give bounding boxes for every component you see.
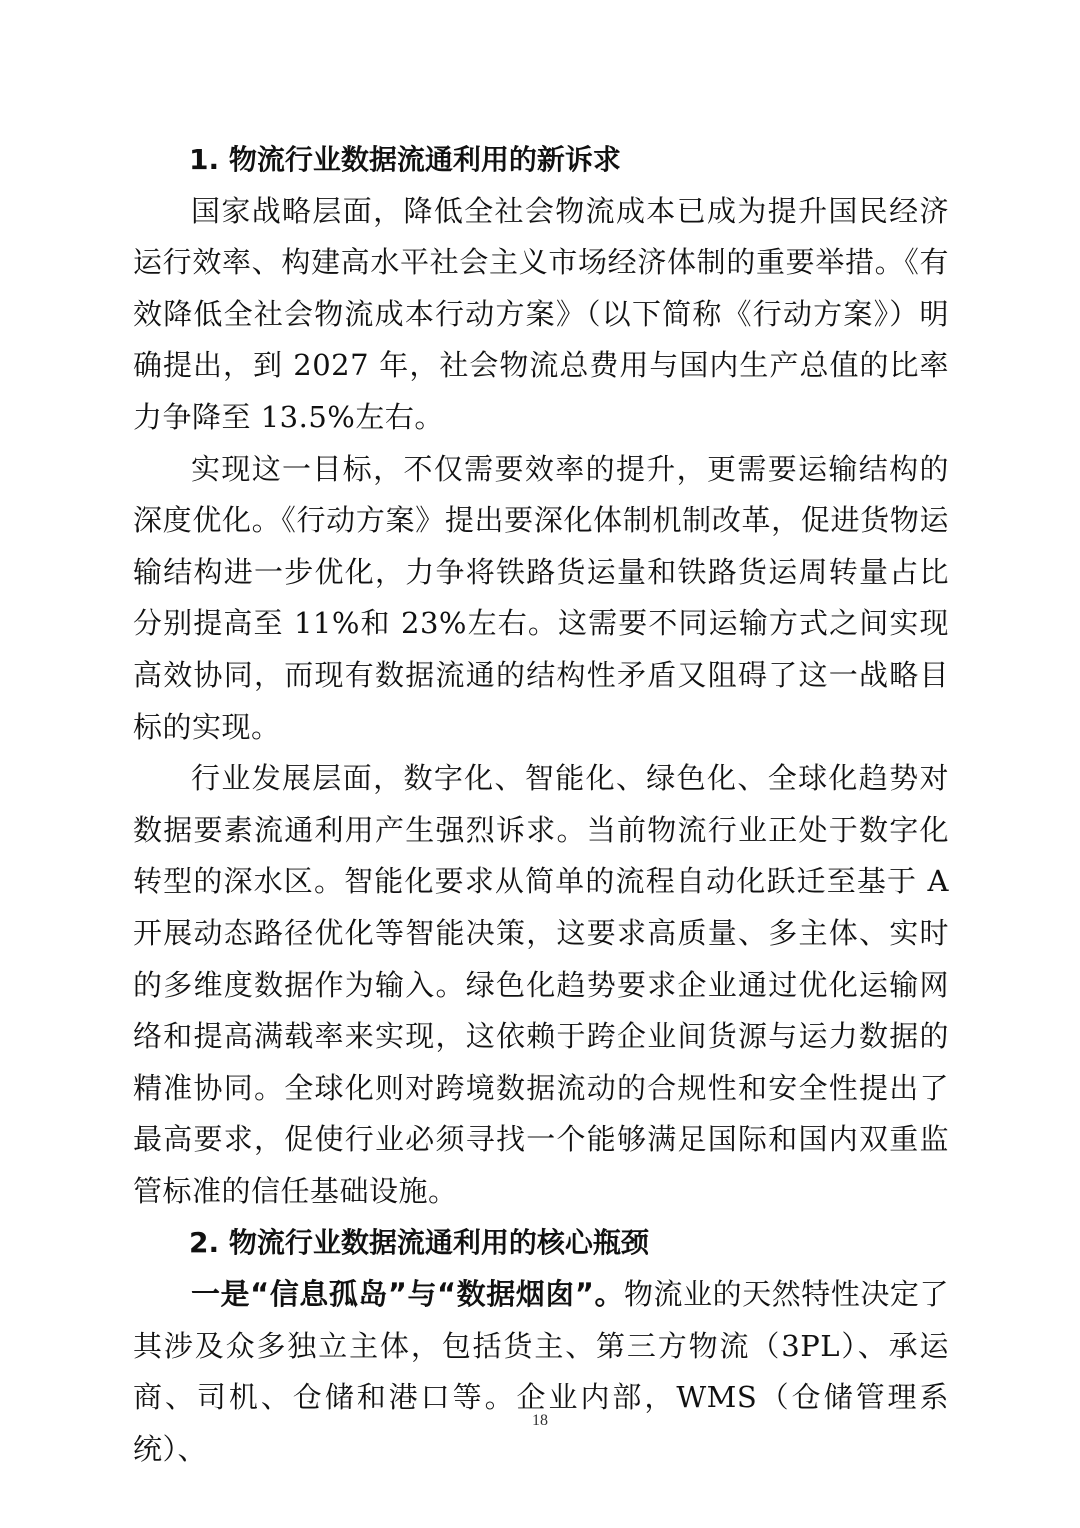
section-1-paragraph-1: 国家战略层面，降低全社会物流成本已成为提升国民经济运行效率、构建高水平社会主义市场经济体制的重要举措。《有效降低全社会物流成本行动方案》（以下简称《行动方案》）明确提出，到 2027 年，社会物流总费用与国内生产总值的比率力争降至 13.5%左右。 [133, 193, 949, 434]
page-content [133, 134, 949, 1475]
page-number: 18 [532, 1412, 548, 1429]
section-2-lead-text: 物流业的天然特性决定了其涉及众多独立主体，包括货主、第三方物流（3PL）、承运商、司机、仓储和港口等。企业内部，WMS（仓储管理系统）、 [133, 1277, 949, 1466]
section-1-heading: 1. 物流行业数据流通利用的新诉求 [189, 143, 621, 176]
section-2-heading: 2. 物流行业数据流通利用的核心瓶颈 [189, 1226, 649, 1260]
section-2-bold-lead: 一是“信息孤岛”与“数据烟囱”。 [191, 1277, 624, 1312]
section-2-paragraph-1 [133, 1269, 949, 1475]
section-1-paragraph-2: 实现这一目标，不仅需要效率的提升，更需要运输结构的深度优化。《行动方案》提出要深化体制机制改革，促进货物运输结构进一步优化，力争将铁路货运量和铁路货运周转量占比分别提高至 11%和 23%左右。这需要不同运输方式之间实现高效协同，而现有数据流通的结构性矛盾又阻碍了这一战略目标的实现。 [133, 451, 949, 744]
section-1-paragraph-3: 行业发展层面，数字化、智能化、绿色化、全球化趋势对数据要素流通利用产生强烈诉求。当前物流行业正处于数字化转型的深水区。智能化要求从简单的流程自动化跃迁至基于 A 开展动态路径优化等智能决策，这要求高质量、多主体、实时的多维度数据作为输入。绿色化趋势要求企业通过优化运输网络和提高满载率来实现，这依赖于跨企业间货源与运力数据的精准协同。全球化则对跨境数据流动的合规性和安全性提出了最高要求，促使行业必须寻找一个能够满足国际和国内双重监管标准的信任基础设施。 [133, 761, 949, 1208]
